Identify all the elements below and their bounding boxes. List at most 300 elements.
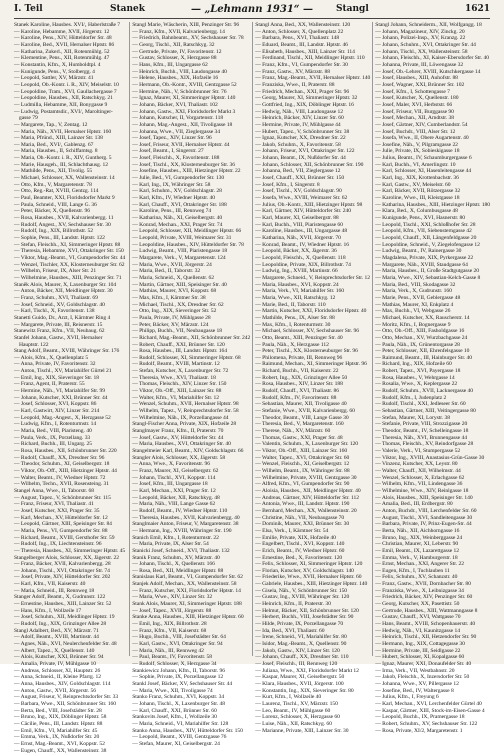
directory-entry: — Otto, Ing., XIX, Sieveringer Str. 52: [132, 308, 217, 315]
directory-entry: — Ludmilla, Hebamme, XII, Bonygasse 9: [14, 101, 108, 108]
directory-entry: — Philipp, Buchh., VII, Neubaugasse 18: [132, 328, 223, 335]
directory-entry: — Jakob, Gastw., XIV, Linzer Str. 120: [255, 647, 340, 654]
directory-entry: — Robert, Ing., XIX, Grinzinger Allee 50: [255, 374, 348, 381]
directory-entry: — Otto, Mechan., XV, Wurzbachgasse 24: [375, 334, 468, 341]
directory-entry: — Theresia, Bed., V, Margaretenstr. 160: [255, 421, 344, 428]
directory-entry: Hauptstr. 122: [19, 341, 49, 348]
directory-entry: — Konrad, Beamt., IV, Wiedner Hptstr. 16: [255, 241, 350, 248]
directory-entry: — Wilhelmine, Näh., IX, Porzellangasse 44: [132, 414, 229, 421]
directory-entry: — Michael, Tischl., XX, Dresdner Str. 62: [132, 301, 224, 308]
directory-entry: — Josef, Tapez., XIV, Linzer Str. 96: [132, 135, 212, 142]
directory-entry: — Max, Buchh., VI, Webgasse 26: [375, 308, 451, 315]
directory-entry: — Stefan, Maurer, XI, Geiselbergstr. 24: [132, 740, 220, 747]
directory-entry: — Maria, Pens., VI, Gumpendorfer Str. 88: [14, 527, 108, 534]
directory-entry: — Therese, Näh., XV, Märzstr. 60: [255, 428, 331, 435]
directory-entry: Stangelmeier Karl, Beamt., XIV, Goldschlagstr. 66: [132, 448, 244, 454]
directory-entry: — Heinrich, Bäcker, XIV, Linzer Str. 60: [255, 115, 344, 122]
directory-entry: — Valerie, Verk., VI, Stumpergasse 52: [375, 448, 461, 454]
directory-entry: — Friedrich, Bahnbeamt., XV, Sechshauser Str. 78: [132, 35, 244, 42]
directory-entry: — Leopold, Kfm., VII, Siebensterngasse 42: [375, 228, 472, 235]
directory-entry: — Franz, Bäcker, XVII, Kalvarienbergg. 28: [14, 561, 111, 568]
directory-entry: — Josef, Tapez., XVII, Jörgerstr. 88: [132, 607, 212, 614]
running-header: [14, 4, 490, 18]
directory-entry: — Valentin, Schuhm., X, Laxenburger Str. 120: [255, 441, 359, 448]
directory-entry: — Hermine, Näh., V, Schönbrunner Str. 76: [132, 88, 227, 95]
directory-entry: — Leopold, Private, XVIII, Weimarer Str. 31: [132, 235, 232, 241]
directory-entry: — Leopoldine, Hausbes., XIV, Hütteldorfer Str. 78: [132, 241, 244, 248]
directory-entry: — Richard, Buchh., VII, Kaiserstr. 22: [255, 368, 339, 375]
directory-entry: — Gustav, Schlosser, X, Herzgasse 88: [132, 55, 217, 62]
directory-entry: — Margarete, Näh., XVIII, Staudgasse 64: [375, 261, 468, 268]
directory-entry: — August, Tapez., V, Schönbrunner Str. 115: [14, 494, 111, 501]
directory-entry: — Karl, Kfm., IV, Wiedner Hptstr. 40: [132, 195, 215, 202]
directory-entry: — Rosa, Bed., XII, Meidlinger Hptstr. 88: [132, 567, 224, 574]
directory-entry: — Maria, Hausbes., II, Schiffamtsg. 8: [14, 148, 98, 155]
directory-entry: — Paula, Verk., IX, Porzellang. 33: [14, 434, 91, 441]
directory-entry: — Karl, Schlosser, XI, Hasenleitengasse 44: [375, 168, 472, 175]
directory-entry: — Bernhard, Mechan., XX, Wallensteinstr. 20: [255, 507, 357, 514]
directory-entry: — Leopold, Tischl., XXI, Schloßhofer Str. 28: [375, 221, 476, 228]
directory-entry: — Otto, Reg.-Rat, XVIII, Gentzg. 114: [14, 188, 99, 195]
directory-entry: — Viktor, Ob.-Off., XIII, Lainzer Str. 88: [132, 388, 222, 395]
directory-entry: — Leopold, Bäcker, XII, Ratschkyg. 48: [132, 494, 220, 501]
directory-entry: — Karl, Chauff., XXI, Brünner Str. 60: [132, 707, 217, 714]
directory-entry: — Katharina, Näh., XI, Geiselbergstr. 40: [132, 215, 223, 222]
directory-entry: — Rudolf, Kfm., IV, Favoritenstr. 88: [255, 394, 337, 401]
directory-entry: — Elisabeth, Hausbes., XIII, Lainzer Str. 114: [255, 48, 355, 55]
directory-entry: — Anton, Bäcker, XII, Meidlinger Hptstr. 30: [14, 288, 113, 295]
directory-entry: — Rudolf, Kfm., I, Judenplatz 2: [375, 394, 447, 401]
directory-entry: — Josef, Kfm., I, Singerstr. 8: [255, 181, 320, 188]
directory-entry: — Hermann, Ob.-Kontr., XVIII, Gentzgasse 52: [132, 81, 237, 88]
directory-entry: — Rudolf, Schuhm., XVII, Lacknergasse 40: [375, 388, 474, 395]
directory-entry: — Rudolf, Beamt., IV, Wiedner Hptstr. 110: [132, 507, 228, 514]
directory-entry: — Leopold, Mag.-Angest., X, Herzgasse 52: [14, 414, 111, 421]
directory-entry: — Karoline, Hebamme, XVII, Jörgerstr. 12: [14, 28, 110, 35]
directory-entry: — Karl, Buchh., VI, Amerlingstr. 10: [375, 161, 456, 168]
directory-entry: — Maria, Schneid., VI, Mariahilfer Str. 128: [132, 720, 229, 727]
directory-entry: — Karl, Chauff., XVI, Ottakringer Str. 188: [132, 201, 227, 208]
directory-entry: — Georg, Tischl., XII, Ratschkyg. 32: [132, 41, 215, 48]
directory-entry: — Hans, Beamt., XVIII, Schopenhauerstr. 40: [375, 621, 476, 628]
directory-entry: — Rosa, Hausbes., III, Landstr. Hptstr. 164: [132, 348, 228, 355]
directory-entry: — Leopold, Chauff., XII, Längenfeldgasse 20: [375, 235, 477, 241]
directory-entry: — August, Friseur, V, Reinprechtsdorfer Str. 33: [14, 694, 119, 701]
directory-entry: — Wilhelmine, Hausbes., XIII, Penzinger Str. 71: [14, 274, 122, 281]
directory-entry: — Theresia, Hausbes., XI, Simmeringer Hptstr. 45: [14, 547, 126, 554]
directory-entry: Stanek Karoline, Hausbes. XVI/₁ Haberlstraße 7: [14, 22, 121, 28]
directory-entry: — Viktor, Ob.-Off., XIII, Hietzinger Hptstr. 44: [14, 467, 117, 474]
directory-entry: — Ludwig, Beamt., VIII, Piaristengasse 18: [132, 248, 228, 255]
directory-entry: — August, Tischl., XVI, Sandleitengasse 30: [375, 514, 473, 521]
directory-entry: Stanik Franz, Schuhm., XV, Märzstr. 40: [132, 554, 220, 561]
directory-entry: — Johann, Schlosser, XII, Schönbrunner Str. 190: [255, 161, 364, 168]
header-rule: [14, 18, 490, 19]
directory-entry: — Barbara, Wwe., XII, Schönbrunner Str. 160: [14, 700, 116, 707]
directory-entry: — Rudolf, Chauff., XVI, Thaliastr. 86: [255, 388, 339, 395]
directory-entry: — Peter, Bäcker, XV, Märzstr. 124: [132, 321, 209, 328]
directory-entry: — Emma, Verk., V, Hamburgerstr. 18: [375, 554, 458, 561]
directory-entry: — Richard, Buchh., III, Ungarg. 25: [14, 441, 93, 448]
directory-entry: — Franz, Schuhm., XVI, Thaliastr. 69: [14, 294, 98, 301]
directory-entry: — Agnes, Näh., XVI, Neulerchenfelder Str. 48: [14, 641, 117, 648]
directory-entry: — Emil, Ing., XIX, Billrothstr. 28: [132, 621, 207, 628]
directory-entry: Stanicki Josef, Schneid., XVI, Thaliastr. 132: [132, 547, 230, 554]
directory-entry: — Katharina, Hausbes., XIII, Hietzinger Hptstr. 180: [375, 201, 490, 208]
directory-entry: — Margarete, Schneid., V, Reinprechtsdorfer Str. 12: [255, 274, 371, 281]
directory-entry: — Franz, Maurer, XI, Geiselbergstr. 62: [132, 467, 219, 474]
directory-entry: — Gustav, Chauff., XVI, Wattgasse 70: [375, 614, 461, 621]
directory-entry: — Richard, Ing., XIX, Hofzeile 60: [375, 361, 452, 368]
directory-entry: — Rosa, Hausbes., XVII, Kalvarienbergg. 11: [14, 215, 114, 222]
directory-entry: — Andreas, Gärtner, XIV, Hütteldorfer Str. 112: [255, 494, 359, 501]
directory-entry: — Mathias, Maurer, XI, Enkplatz 4: [375, 301, 454, 308]
directory-entry: — Kurt, Kfm., I, Wollzeile 40: [255, 694, 322, 701]
directory-entry: — Bruno, Ing., XIX, Weinberggasse 24: [375, 534, 463, 541]
directory-entry: — Leo, Beamt., IV, Mühlgasse 60: [255, 707, 331, 714]
directory-entry: — Ferdinand, Tischl., XII, Meidlinger Hptstr. 110: [255, 55, 365, 62]
directory-entry: — Wenzel, Schlosser, X, Erlachgasse 62: [375, 474, 465, 481]
directory-entry: Stangler Alois, Schlosser, XX, Jägerstr. 58: [132, 454, 226, 461]
directory-entry: — Ernst, Mechan., XXI, Angerer Str. 22: [375, 561, 464, 568]
directory-entry: — Karl, Schuhm., XV, Goldschlagstr. 28: [132, 188, 222, 195]
directory-entry: — Emilie, Private, XIX, Hofzeile 40: [255, 534, 336, 541]
directory-entry: — Theodor, Beamt., VIII, Lange Gasse 30: [255, 414, 349, 421]
directory-entry: — Maria, Näh., VIII, Lange Gasse 62: [132, 501, 216, 508]
directory-entry: — Andreas, Schlosser, XI, Hauptstr. 26: [14, 667, 101, 674]
directory-entry: Stank Alois, Maurer, XI, Simmeringer Hptstr. 188: [132, 601, 242, 608]
directory-entry: — Peter, Tischl., XX, Klosterneuburger Str. 96: [255, 348, 358, 355]
directory-entry: Stankl Josef, Bäcker, XV, Sechshauser Str. 44: [132, 680, 233, 687]
directory-entry: — Aloisia, Hausbes., XII, Meidlinger Hptstr. 40: [255, 487, 361, 494]
directory-entry: — Martin, Gärtner, XIII, Speisinger Str. 40: [132, 281, 227, 288]
directory-entry: — Rudolf, Angest., XV, Sechshauser Str. 30: [14, 221, 111, 228]
directory-entry: Stanke Anna, Hausbes., XIII, Hietzinger Hptstr. 60: [132, 614, 244, 621]
directory-entry: — Josef, Beamt., I, Singerstr. 27: [132, 148, 204, 155]
directory-entry: — Josef, Kutscher, XXI, Prager Str. 35: [14, 507, 100, 514]
directory-entry: — Martin, Kutscher, XXI, Floridsdorfer Hptstr. 40: [255, 308, 367, 315]
directory-entry: — Emil, Ing., XIX, Sieveringer Str. 18: [14, 374, 99, 381]
directory-entry: — Rudolf, Ing., XIX, Grinzinger Allee 28: [14, 621, 107, 628]
directory-entry: — Paul, Beamt., IV, Favoritenstr. 58: [132, 654, 213, 661]
directory-entry: — Kunigunde, Pens., V, Stolbergg. 4: [14, 68, 95, 75]
directory-entry: — Michael, Schlosser, XX, Wallensteinstr. 14: [14, 175, 115, 182]
directory-entry: — Stefan, Fleischh., XI, Simmeringer Hptstr. 88: [14, 241, 121, 248]
directory-entry: — Hedwig, Näh., VI, Kaunitzgasse 14: [375, 627, 460, 634]
directory-entry: — Franz, Friseur, XVI, Thaliastr. 41: [14, 501, 94, 508]
directory-entry: — Klementine, Pens., XII, Rotenmühlg. 47: [14, 55, 110, 62]
directory-entry: — Josef, Fleischh., III, Rennweg 120: [255, 661, 338, 667]
directory-entry: — Bruno, Ing., XIX, Döblinger Hptstr. 58: [14, 714, 107, 721]
entry-columns: [14, 22, 490, 754]
directory-entry: — Eugen, Chauff., XX, Wallensteinstr. 38: [14, 747, 107, 754]
directory-entry: — Karoline, Pens., XIV, Hütteldorfer Str. 48: [14, 35, 112, 42]
directory-entry: — Wenzel, Fleischh., XI, Geiselbergstr. 12: [255, 461, 350, 468]
directory-entry: — Heinrich, Kfm., II, Praterstr. 30: [255, 601, 331, 608]
directory-entry: Stanglmayer Franz, Kfm., II, Praterstr. 70: [132, 428, 224, 435]
directory-entry: — Franz, Kfm., VI, Gumpendorfer Str. 30: [255, 61, 348, 68]
directory-entry: — Kaspar, Gärtner, XIII, Stock-im-Eisen-Gasse 4: [375, 707, 485, 714]
directory-entry: — Theresia, Hebamme, XVI, Ottakringer Str. 150: [14, 248, 124, 255]
directory-entry: — Heinrich, Buchh., VIII, Laudongasse 40: [132, 68, 227, 75]
directory-entry: — Johann, Kutscher, II, Vorgartenstr. 118: [132, 115, 224, 122]
directory-entry: — Cäcilie, Pens., III, Landstr. Hptstr. 88: [14, 720, 103, 727]
directory-entry: Stanich Emil, Kfm., I, Rotenturmstr. 22: [132, 534, 219, 541]
directory-entry: — Leopold, Ob.-Kontr. i. R., XIV, Meiselstr. 10: [14, 81, 119, 88]
directory-entry: — Emil, Beamt., IX, Lazarettgasse 12: [375, 547, 460, 554]
directory-entry: — Hilde, Private, IX, Porzellangasse 70: [255, 621, 344, 628]
directory-entry: — Jakob, Fleischh., X, Inzersdorfer Str. 50: [375, 674, 470, 681]
directory-entry: — Theresia, Näh., XVI, Brunnengasse 44: [375, 434, 467, 441]
directory-entry: — Franz, Kutscher, XXI, Floridsdorfer Hptstr. 14: [132, 587, 241, 594]
directory-entry: — Maria, Wwe., XII, Tivoligasse 74: [132, 687, 213, 694]
directory-entry: — Sebastian, Gärtner, XIII, Veitingergasse 80: [375, 408, 476, 415]
directory-entry: — Johann, Tischl., XVI, Ottakringer Str. 74: [14, 567, 110, 574]
directory-entry: — Josefa, Wwe., XVIII, Weimarer Str. 62: [255, 195, 348, 202]
directory-entry: — Sebastian, Maurer, XII, Tivoligasse 40: [255, 401, 347, 408]
directory-entry: — Rudolf, Schlosser, XI, Simmeringer Hptstr. 68: [132, 354, 241, 361]
directory-entry: — Georg, Kutscher, XX, Pasettistr. 50: [375, 601, 460, 608]
directory-entry: — Mathilde, Pens., XII, Tivolig. 55: [14, 168, 93, 175]
directory-entry: — Anton, Gastw., XVII, Jörgerstr. 56: [14, 687, 96, 694]
directory-entry: Stanger Adolf, Beamt., X, Gudrunstr. 122: [14, 594, 106, 601]
directory-entry: — Florian, Kutscher, XV, Goldschlagstr. 140: [255, 567, 354, 574]
directory-entry: — Ernestine, Bed., X, Favoritenstr. 120: [255, 554, 343, 561]
directory-entry: — Rosa, Private, XI/2, Margaretenstr. 1: [375, 727, 463, 734]
directory-entry: — Karl, Buchh., VIII, Piaristengasse 60: [255, 221, 343, 228]
directory-entry: — Wilhelm, Tapez., V, Reinprechtsdorfer Str. 58: [132, 408, 239, 415]
directory-entry: — Johann, Gastw., XXI, Floridsdorfer Markt 3: [132, 108, 236, 115]
directory-entry: — Otto, Ob.-Off., XIII, Fasholdgasse 16: [375, 328, 465, 335]
directory-entry: — Maria, Wwe., XIV, Sebastian-Kelch-Gasse 8: [375, 274, 481, 281]
directory-entry: — Gottfried, Ing., XIX, Döblinger Hptstr. 16: [255, 101, 354, 108]
directory-entry: — Franziska, Wwe., X, Leibnizgasse 34: [375, 587, 464, 594]
directory-entry: — Ignaz, Kutscher, XX, Dresdner Str. 22: [255, 135, 346, 142]
directory-entry: — Paul, Beamter, XXI, Floridsdorfer Markt 9: [14, 195, 115, 202]
directory-entry: — Katharina, Näh., XVII, Jörgerstr. 70: [255, 235, 341, 241]
directory-entry: — Klara, Hausbes., XVII, Jörgerstr. 100: [255, 680, 344, 687]
directory-entry: — Josef, Schneid., XV, Goldschlagstr. 40: [14, 301, 105, 308]
directory-entry: — Karl, Tischl., X, Favoritenstr. 138: [14, 308, 95, 315]
directory-entry: — Franz, Mag.-Beamt., XVII, Hernalser Hptstr. 140: [255, 75, 371, 82]
directory-entry: — Marie, Hausgeh., III, Schlachthausg. 12: [14, 161, 108, 168]
directory-entry: — Josef, Friseur, VII, Burggasse 90: [375, 108, 454, 115]
directory-entry: — Peter, Bäcker, X, Quellenstr. 96: [14, 208, 90, 215]
directory-entry: — Isidor, Mag.-Beamt., X, Quellenstr. 90: [255, 641, 347, 648]
directory-entry: — Vinzenz, Kutscher, XX, Leystr. 80: [375, 461, 458, 468]
directory-entry: — Ludwig, Ing., XVIII, Martinstr. 66: [255, 268, 338, 275]
directory-entry: — Karoline, Wwe., III, Kleistgasse 18: [375, 195, 460, 202]
directory-entry: — Leopold, Buchh., IX, Pramergasse 18: [375, 714, 465, 721]
directory-entry: — Maria, Schneid., III, Rennweg 18: [14, 587, 95, 594]
directory-entry: — Karl, Gastw., XVI, Ottakringer Str. 94: [132, 641, 223, 648]
directory-entry: Stanjek Adolf, Mechan., XX, Wallensteinstr. 58: [132, 581, 237, 588]
directory-entry: — Hermann, Ing., XIX, Cottagegasse 30: [375, 641, 465, 648]
directory-entry: — Albert, Tapez., X, Quellenstr. 140: [14, 647, 95, 654]
directory-entry: Stangl-Fischer Anna, Private, XIX, Hofzeile 28: [132, 421, 237, 428]
directory-entry: — Emma, Verk., IX, Nußdorfer Str. 20: [14, 734, 100, 741]
directory-entry: — Moritz, Kfm., I, Bognergasse 9: [375, 321, 451, 328]
first-entry-keyword: Stanek: [110, 4, 145, 14]
directory-entry: — Klara, Bed., X, Columbusgasse 48: [375, 208, 458, 215]
directory-entry: — Irma, Verk., VII, Westbahnstr. 20: [375, 667, 455, 674]
directory-entry: — Wilhelmine, Wwe., XIV, Reinlgasse 18: [375, 487, 469, 494]
directory-entry: — Friedrich, Bäcker, XIV, Penzinger Str. 60: [375, 594, 473, 601]
directory-entry: — Karl, Mechan., XV, Hütteldorfer Str. 12: [14, 514, 108, 521]
directory-entry: — Michael, Schlosser, XV, Sechshauser Str. 96: [255, 328, 359, 335]
directory-entry: — Jakob, Schuhm., X, Favoritenstr. 58: [255, 141, 341, 148]
directory-entry: — Maria, Hausbes., II, Große Stadtgutgasse 20: [375, 268, 479, 275]
directory-entry: — Max, Kfm., I, Rotenturmstr. 30: [255, 321, 331, 328]
directory-entry: — Maria, Ob.-Kontr. i. R., XIV, Guntherg. 5: [14, 155, 112, 162]
directory-entry: — Johann, Tischl., X, Laxenburger Str. 48: [132, 700, 225, 707]
directory-entry: — Marie, Pens., XVII, Geblergasse 48: [375, 294, 461, 301]
directory-entry: — Ernst, Mag.-Beamt., XVI, Koppstr. 52: [14, 740, 105, 747]
directory-title: — „Lehmann 1931“ —: [190, 4, 314, 15]
directory-entry: — Karl, Gärtner, XIV, Hütteldorfer Str. 240: [255, 208, 351, 215]
directory-entry: — Karl, Gastwirt, XIV, Linzer Str. 214: [14, 408, 100, 415]
directory-entry: — Laurenz, Tischl., XV, Märzstr. 150: [255, 700, 338, 707]
directory-entry: Stangl Marie, Wäscherin, XIII, Penzinger Str. 96: [132, 22, 240, 28]
part-label: I. Teil: [14, 4, 43, 14]
directory-entry: — Robert, Schuhm., XV, Sechshauser Str. 122: [375, 720, 478, 727]
directory-entry: — Max, Kfm., I, Kärntner Str. 38: [132, 294, 206, 301]
directory-entry: — Heinrich, Tischl., XII, Hetzendorfer Str. 90: [375, 634, 477, 641]
directory-entry: — Paula, Schneid., VIII, Lange G. 36: [14, 201, 97, 208]
directory-entry: — Johann, Mag.-Angest., XII, Tivoligasse 18: [132, 121, 233, 128]
directory-entry: — Otto, Beamt., XIII, Penzinger Str. 40: [255, 334, 343, 341]
directory-entry: — Hermann, Ing., XVIII, Währinger Str. 190: [132, 527, 232, 534]
directory-entry: — Wenzel, Schuhm., XVII, Hernalser Hptstr. 98: [132, 401, 239, 408]
directory-entry: — Felix, Schlosser, XI, Simmeringer Hptstr. 120: [255, 561, 363, 568]
directory-entry: — Maria, Bed., XVI/₁ Gablenzg. 67: [14, 141, 94, 148]
directory-entry: — Paula, Näh., IX, Grünentorgasse 28: [375, 341, 460, 348]
directory-entry: — Gertrude, Hausbes., XIII, Wattmanngasse 8: [375, 607, 478, 614]
directory-entry: — Johann, Tischl., XVI, Koppstr. 114: [132, 474, 216, 481]
directory-entry: — Josef, Friseur, XVII, Hernalser Hptstr. 44: [132, 141, 230, 148]
directory-entry: — Rosalia, Wwe., X, Keplergasse 22: [375, 381, 458, 388]
directory-entry: — Karl, Ing., IX, Währinger Str. 58: [132, 181, 211, 188]
directory-entry: — Julie, Private, IX, Sobieskigasse 18: [375, 148, 460, 155]
directory-entry: — Kaspar, Maurer, XI, Geiselbergstr. 50: [255, 674, 345, 681]
directory-entry: — Josefine, Näh., V, Pilgramgasse 22: [375, 141, 458, 148]
directory-entry: Stankiewicz Johann, Kfm., II, Taborstr. 96: [132, 667, 225, 674]
directory-entry: — Leopold, Schlosser, XII, Meidlinger Hptstr. 66: [132, 228, 242, 235]
directory-entry: — Johann, Chauff., XX, Dresdner Str. 110: [255, 654, 349, 661]
directory-entry: — Franziska, Wwe., II, Praterstr. 88: [255, 81, 335, 88]
directory-entry: — Paula, Private, IV, Mühlgasse 28: [132, 314, 211, 321]
column-3: [252, 22, 371, 734]
directory-entry: — Josef, Fleischh., X, Favoritenstr. 188: [132, 155, 220, 162]
directory-entry: gasse 79: [19, 115, 38, 122]
column-1: [14, 22, 127, 754]
directory-entry: — Gisela, Näh., V, Schönbrunner Str. 150: [255, 587, 348, 594]
directory-entry: — Maria, Wwe., XIV, Linzer Str. 32: [132, 594, 213, 601]
directory-entry: — Anton, Tischl., XV, Mariahilfer Gürtel 21: [14, 368, 112, 375]
directory-entry: — Viktor, Ob.-Off., XIII, Lainzer Str. 160: [255, 448, 348, 454]
directory-entry: — Maria, Wwe., XVII, Jörgerstr. 24: [132, 261, 212, 268]
directory-entry: — Stefanie, Wwe., XVII, Kalvarienbergg. 60: [255, 408, 355, 415]
directory-entry: — Josef, Wagner, XXI, Brünner Str. 102: [375, 81, 465, 88]
directory-entry: — Karl, Ing., XIX, Krottenbachstr. 36: [375, 175, 459, 182]
directory-entry: Stanko Franz, Schuhm., XVI, Koppstr. 34: [132, 694, 225, 701]
directory-entry: — Theodor, Schuhm., XI, Geiselbergstr. 18: [14, 461, 110, 468]
directory-entry: — Karl, Bäcker, XVII, Rötzergasse 32: [375, 188, 461, 195]
directory-entry: — Maria, Hausbes., XVI, Koppstr. 24: [255, 281, 339, 288]
directory-entry: — Gertrude, Private, IV, Favoritenstr. 12: [132, 48, 222, 55]
directory-entry: — Julius, Beamt., IV, Schaumburgergasse 6: [375, 155, 472, 162]
directory-entry: — Eduard, Beamt., III, Landstr. Hptstr. 46: [255, 41, 348, 48]
directory-entry: — Anna, Schneid., II, Kleine Pfarrg. 12: [14, 674, 101, 681]
directory-entry: — Julius, Ob.-Kontr., XIII, Hietzinger Hptstr. 98: [255, 201, 363, 208]
directory-entry: — Thomas, Gastw., XXI, Prager Str. 48: [255, 434, 343, 441]
directory-entry: — Josef, Maler, XVI, Herbststr. 66: [375, 101, 453, 108]
directory-entry: — Karoline, Hausbes., III, Ungargasse 48: [255, 228, 348, 235]
directory-entry: — Julie, Bed., VI, Gumpendorfer Str. 130: [132, 175, 225, 182]
directory-entry: — Raimund, Mechan., XI, Simmeringer Hptstr. 96: [255, 361, 367, 368]
directory-entry: — Amalia, Bed., III, Erdbergstr. 80: [375, 501, 453, 508]
directory-entry: — Wilhelm, Friseur, IX, Alser Str. 21: [14, 268, 97, 275]
directory-entry: — Josef, Mechan., XII, Arndtstr. 38: [375, 115, 454, 122]
directory-entry: — Ernestine, Hausbes., XIII, Lainzer Str. 52: [14, 601, 112, 608]
directory-entry: — Georg, Maurer, XI, Simmeringer Hptstr. 32: [255, 95, 358, 102]
directory-entry: — Sophie, Pens., III, Landstr. Hptstr. 122: [14, 235, 105, 241]
directory-entry: — Maria, Wwe., XII, Ratschkyg. 12: [255, 294, 336, 301]
directory-entry: — Leopold, Beamt., XVIII, Gentzgasse 76: [132, 734, 227, 741]
directory-entry: — Walter, Chauff., XII, Wilhelmstr. 44: [375, 467, 461, 474]
directory-entry: — Rosa, Hausbes., XII, Schönbrunner Str. 220: [14, 448, 117, 454]
directory-entry: — Sophie, Private, IX, Porzellangasse 12: [132, 674, 224, 681]
directory-entry: — Johanna, Bed., VII, Zieglergasse 12: [255, 168, 341, 175]
directory-entry: — Berta, Näh., XII, Aichhorngasse 16: [375, 527, 460, 534]
directory-entry: — Leopold, Fleischh., X, Quellenstr. 118: [255, 254, 346, 261]
directory-entry: — Josef, Buchdr., VIII, Alser Str. 12: [375, 128, 456, 135]
directory-entry: — Maria, Schneid., X, Quellenstr. 62: [132, 274, 214, 281]
directory-entry: Stanislaus Karl, Beamt., VI, Gumpendorfer Str. 62: [132, 574, 243, 581]
directory-entry: — Konstantin, Kfm., X, Humboldtpl. 4: [14, 61, 101, 68]
directory-entry: — Magdalena, Private, XIX, Pyrkergasse 22: [375, 254, 474, 261]
directory-entry: — Theresia, Hausbes., XVII, Kalvarienbergg. 40: [132, 514, 240, 521]
directory-entry: — Josefa, Wwe., II, Obere Augartenstr. 40: [375, 135, 469, 142]
directory-entry: — Katharina, Zukerl., XII, Rotenmühlg. 52: [14, 48, 110, 55]
directory-entry: — Maria, Bed., VIII, Piaristeng. 40: [14, 428, 92, 435]
directory-entry: — Helmut, Bäcker, XII, Schönbrunner Str. 120: [255, 607, 359, 614]
directory-entry: — Rosa, Hausbes., XIV, Linzer Str. 188: [255, 381, 343, 388]
directory-entry: — Josefine, Hausbes., XIII, Hietzinger Hptstr. 22: [132, 168, 241, 175]
directory-entry: — Richard, Mag.-Beamt., XII, Schönbrunner Str. 242: [132, 334, 251, 341]
directory-entry: — Wenzel, Tischler, XX, Klosterneuburger Str. 62: [14, 261, 125, 268]
directory-entry: — Hubert, Schlosser, XI, Kopalgasse 60: [375, 654, 465, 661]
directory-entry: — Karl, Kfm., VII, Kaiserstr. 40: [14, 581, 86, 588]
directory-entry: — Viktor, Mag.-Beamt., VI, Gumpendorfer Str. 44: [14, 254, 126, 261]
directory-entry: — Leopoldine, Hausbes., XII, Ratschkyg. 21: [14, 95, 113, 102]
directory-entry: — Wilhelmine, Private, XVIII, Gentzgasse 30: [255, 474, 357, 481]
directory-entry: — Theodor, Beamt., IV, Schelleingasse 18: [375, 428, 469, 435]
directory-entry: — Herbert, Buchh., VIII, Josefstädter Str. 90: [255, 614, 354, 621]
directory-entry: — Rudolf, Ing., IX, Liechtensteinstr. 96: [14, 541, 102, 548]
directory-entry: Stang Adolf, Beamt., XVIII, Währinger Str. 176: [14, 348, 120, 355]
directory-entry: — Emil, Kfm., VI, Mariahilfer Str. 45: [14, 727, 98, 734]
directory-entry: — Marie, Bed., II, Taborstr. 110: [255, 301, 326, 308]
page-number: 1621: [464, 4, 490, 14]
directory-entry: — Michael, Kutscher, XX, Rauscherstr. 14: [375, 314, 470, 321]
directory-entry: — Dominik, Maurer, XXI, Brünner Str. 30: [255, 521, 350, 528]
directory-entry: — Ludwig, Beamt., IV, Rainergasse 30: [375, 248, 462, 255]
directory-entry: — Friedrich, Mechan., XXI, Prager Str. 96: [255, 88, 350, 95]
directory-entry: — Friederike, Wwe., XVII, Hernalser Hptstr. 60: [255, 574, 362, 581]
directory-entry: — Juliana, Wwe., XXI, Floridsdorfer Markt 12: [255, 667, 359, 674]
directory-entry: — Leopold, Sattler, XV, Märzstr. 41: [14, 75, 94, 82]
